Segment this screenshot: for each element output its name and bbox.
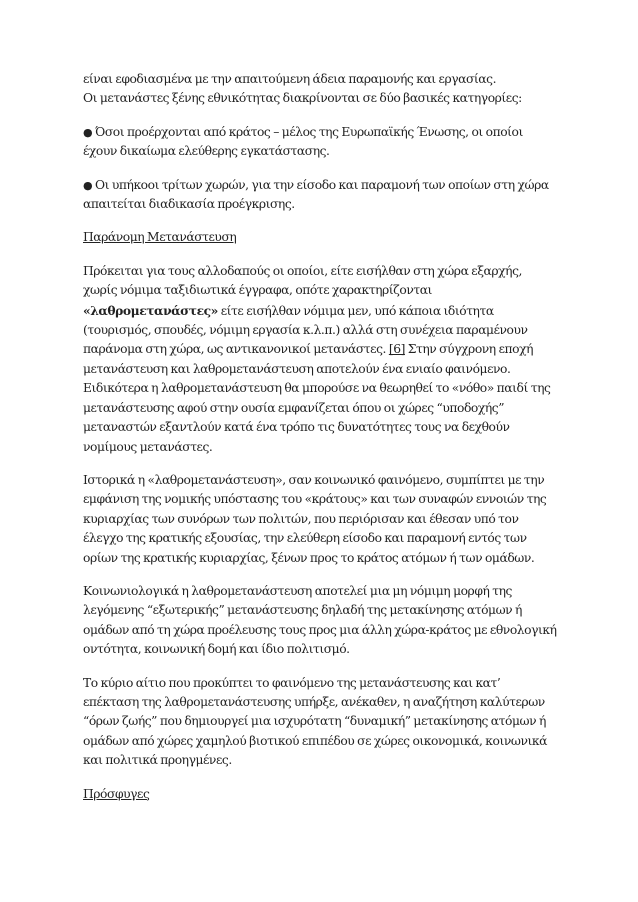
section-heading-illegal-migration: Παράνομη Μετανάστευση [83,230,237,245]
paragraph-historical: Ιστορικά η «λαθρομετανάστευση», σαν κοινωνικό φαινόμενο, συμπίπτει με την εμφάνιση της νομικής υπόστασης του «κράτους» και των συναφών εννοιών της κυριαρχίας των συνόρων των πολιτών, που περιόρισαν και έθεσαν υπό τον έλεγχο της κρατικής εξουσίας, την ελεύθερη είσοδο και παραμονή εντός των ορίων της κρατικής κυριαρχίας, ξένων προς το κράτος ατόμων ή των ομάδων. [83,472,547,565]
intro-paragraph [83,70,558,109]
intro-line-1: είναι εφοδιασμένα με την απαιτούμενη άδεια παραμονής και εργασίας. [83,72,497,86]
bullet-item-third-country [83,176,558,215]
paragraph-text: είτε εισήλθαν νόμιμα μεν, υπό κάποια ιδιότητα (τουρισμός, σπουδές, νόμιμη εργασία κ.λ.π.) αλλά στη συνέχεια παραμένουν παράνομα στη χώρα, ως αντικανονικοί μετανάστες. [83,303,528,357]
paragraph-illegal-definition [83,262,558,457]
bullet-icon: ● [83,178,93,192]
bullet-icon: ● [83,125,93,139]
paragraph-main-cause: Το κύριο αίτιο που προκύπτει το φαινόμενο της μετανάστευσης και κατ’ επέκταση της λαθρομετανάστευσης υπήρξε, ανέκαθεν, η αναζήτηση καλύτερων “όρων ζωής” που δημιουργεί μια ισχυρότατη “δυναμική” μετακίνησης ατόμων ή ομάδων από χώρες χαμηλού βιοτικού επιπέδου σε χώρες οικονομικά, κοινωνικά και πολιτικά προηγμένες. [83,675,547,768]
paragraph-sociological: Κοινωνιολογικά η λαθρομετανάστευση αποτελεί μια μη νόμιμη μορφή της λεγόμενης “εξωτερικής” μετανάστευσης δηλαδή της μετακίνησης ατόμων ή ομάδων από τη χώρα προέλευσης τους προς μια άλλη χώρα-κράτος με εθνολογική οντότητα, κοινωνική δομή και ίδιο πολιτισμό. [83,583,557,657]
footnote-link[interactable]: [6] [388,342,405,357]
bullet-text-third-country: Οι υπήκοοι τρίτων χωρών, για την είσοδο και παραμονή των οποίων στη χώρα απαιτείται διαδικασία προέγκρισης. [83,177,549,212]
bullet-item-eu [83,123,558,162]
paragraph-text: Στην σύγχρονη εποχή μετανάστευση και λαθρομετανάστευση αποτελούν ένα ενιαίο φαινόμενο. Ειδικότερα η λαθρομετανάστευση θα μπορούσε να θεωρηθεί το «νόθο» παιδί της μετανάστευσης αφού στην ουσία εμφανίζεται όπου οι χώρες “υποδοχής” μεταναστών εξαντλούν κατά ένα τρόπο τις δυνατότητες τους να δεχθούν νομίμους μετανάστες. [83,342,551,454]
bold-term: «λαθρομετανάστες» [83,302,218,318]
document-page [83,70,558,818]
paragraph-text: Πρόκειται για τους αλλοδαπούς οι οποίοι, είτε εισήλθαν στη χώρα εξαρχής, χωρίς νόμιμα ταξιδιωτικά έγγραφα, οπότε χαρακτηρίζονται [83,263,522,298]
intro-line-2: Οι μετανάστες ξένης εθνικότητας διακρίνονται σε δύο βασικές κατηγορίες: [83,91,522,106]
section-heading-refugees: Πρόσφυγες [83,786,150,801]
bullet-text-eu: Όσοι προέρχονται από κράτος – μέλος της Ευρωπαϊκής Ένωσης, οι οποίοι έχουν δικαίωμα ελεύθερης εγκατάστασης. [83,124,523,159]
